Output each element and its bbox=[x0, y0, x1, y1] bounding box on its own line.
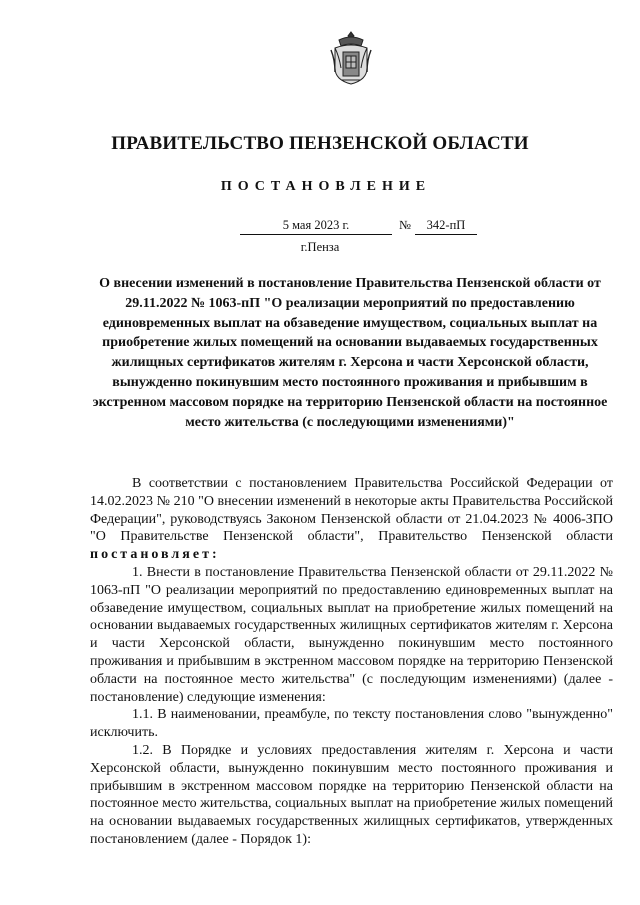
coat-of-arms-emblem bbox=[329, 30, 373, 86]
intro-paragraph bbox=[90, 475, 613, 564]
document-number: 342-пП bbox=[415, 218, 477, 235]
document-date: 5 мая 2023 г. bbox=[240, 218, 392, 235]
document-type: ПОСТАНОВЛЕНИЕ bbox=[220, 179, 432, 194]
city: г.Пенза bbox=[300, 240, 340, 254]
document-title: О внесении изменений в постановление Правительства Пензенской области от 29.11.2022 № 1063-пП "О реализации мероприятий по предоставлению единовременных выплат на обзаведение имуществом, социальных выплат на приобретение жилых помещений на основании выдаваемых государственных жилищных сертификатов жителям г. Херсона и части Херсонской области, вынужденно покинувшим место постоянного проживания и прибывшим в экстренном массовом порядке на территорию Пензенской области на постоянное место жительства (с последующими изменениями)" bbox=[92, 276, 608, 430]
paragraph-1: 1. Внести в постановление Правительства Пензенской области от 29.11.2022 № 1063-пП "О реализации мероприятий по предоставлению единовременных выплат на обзаведение имуществом, социальных выплат на приобретение жилых помещений на основании выдаваемых государственных жилищных сертификатов жителям г. Херсона и части Херсонской области, вынужденно покинувшим место постоянного проживания и прибывшим в экстренном массовом порядке на территорию Пензенской области на постоянное место жительства" (с последующим изменениями) (далее - постановление) следующие изменения: bbox=[90, 564, 613, 705]
resolves-word: постановляет: bbox=[90, 547, 220, 563]
number-sign: № bbox=[399, 218, 411, 232]
paragraph-1-2: 1.2. В Порядке и условиях предоставления жителям г. Херсона и части Херсонской области, вынужденно покинувшим место постоянного проживания и прибывшим в экстренном массовом порядке на территорию Пензенской области на постоянное место жительства, социальных выплат на приобретение жилых помещений на основании выдаваемых государственных жилищных сертификатов, утвержденных постановлением (далее - Порядок 1): bbox=[90, 742, 613, 847]
paragraph-1-1: 1.1. В наименовании, преамбуле, по тексту постановления слово "вынужденно" исключить. bbox=[90, 707, 613, 741]
intro-text: В соответствии с постановлением Правительства Российской Федерации от 14.02.2023 № 210 "О внесении изменений в некоторые акты Правительства Российской Федерации", руководствуясь Законом Пензенской области от 21.04.2023 № 4006-ЗПО "О Правительстве Пензенской области", Правительство Пензенской области bbox=[90, 476, 613, 545]
organization-heading: ПРАВИТЕЛЬСТВО ПЕНЗЕНСКОЙ ОБЛАСТИ bbox=[111, 133, 529, 154]
document-body bbox=[90, 475, 613, 849]
